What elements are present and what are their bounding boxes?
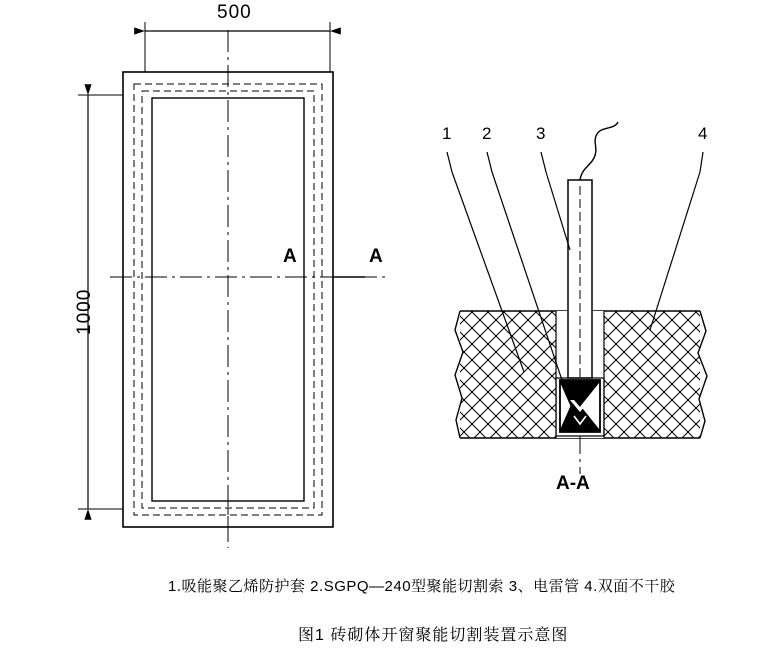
protective-sleeve (568, 180, 592, 378)
callout-3-label: 3 (536, 124, 546, 143)
section-name-label: A-A (556, 473, 590, 494)
callout-4-label: 4 (698, 124, 708, 143)
section-mark-right: A (369, 246, 383, 267)
figure-caption: 图1 砖砌体开窗聚能切割装置示意图 (298, 627, 569, 644)
window-opening-outline (152, 98, 304, 501)
callout-1-label: 1 (442, 124, 452, 143)
callout-2-label: 2 (482, 124, 492, 143)
shaped-charge-assembly (556, 378, 604, 436)
width-dimension-label: 500 (217, 2, 252, 23)
detonator-wire (580, 122, 618, 180)
height-dimension-label: 1000 (74, 288, 95, 335)
legend-text: 1.吸能聚乙烯防护套 2.SGPQ—240型聚能切割索 3、电雷管 4.双面不干胶 (168, 578, 676, 595)
section-mark-left: A (283, 246, 297, 267)
top-dimension (145, 22, 330, 72)
